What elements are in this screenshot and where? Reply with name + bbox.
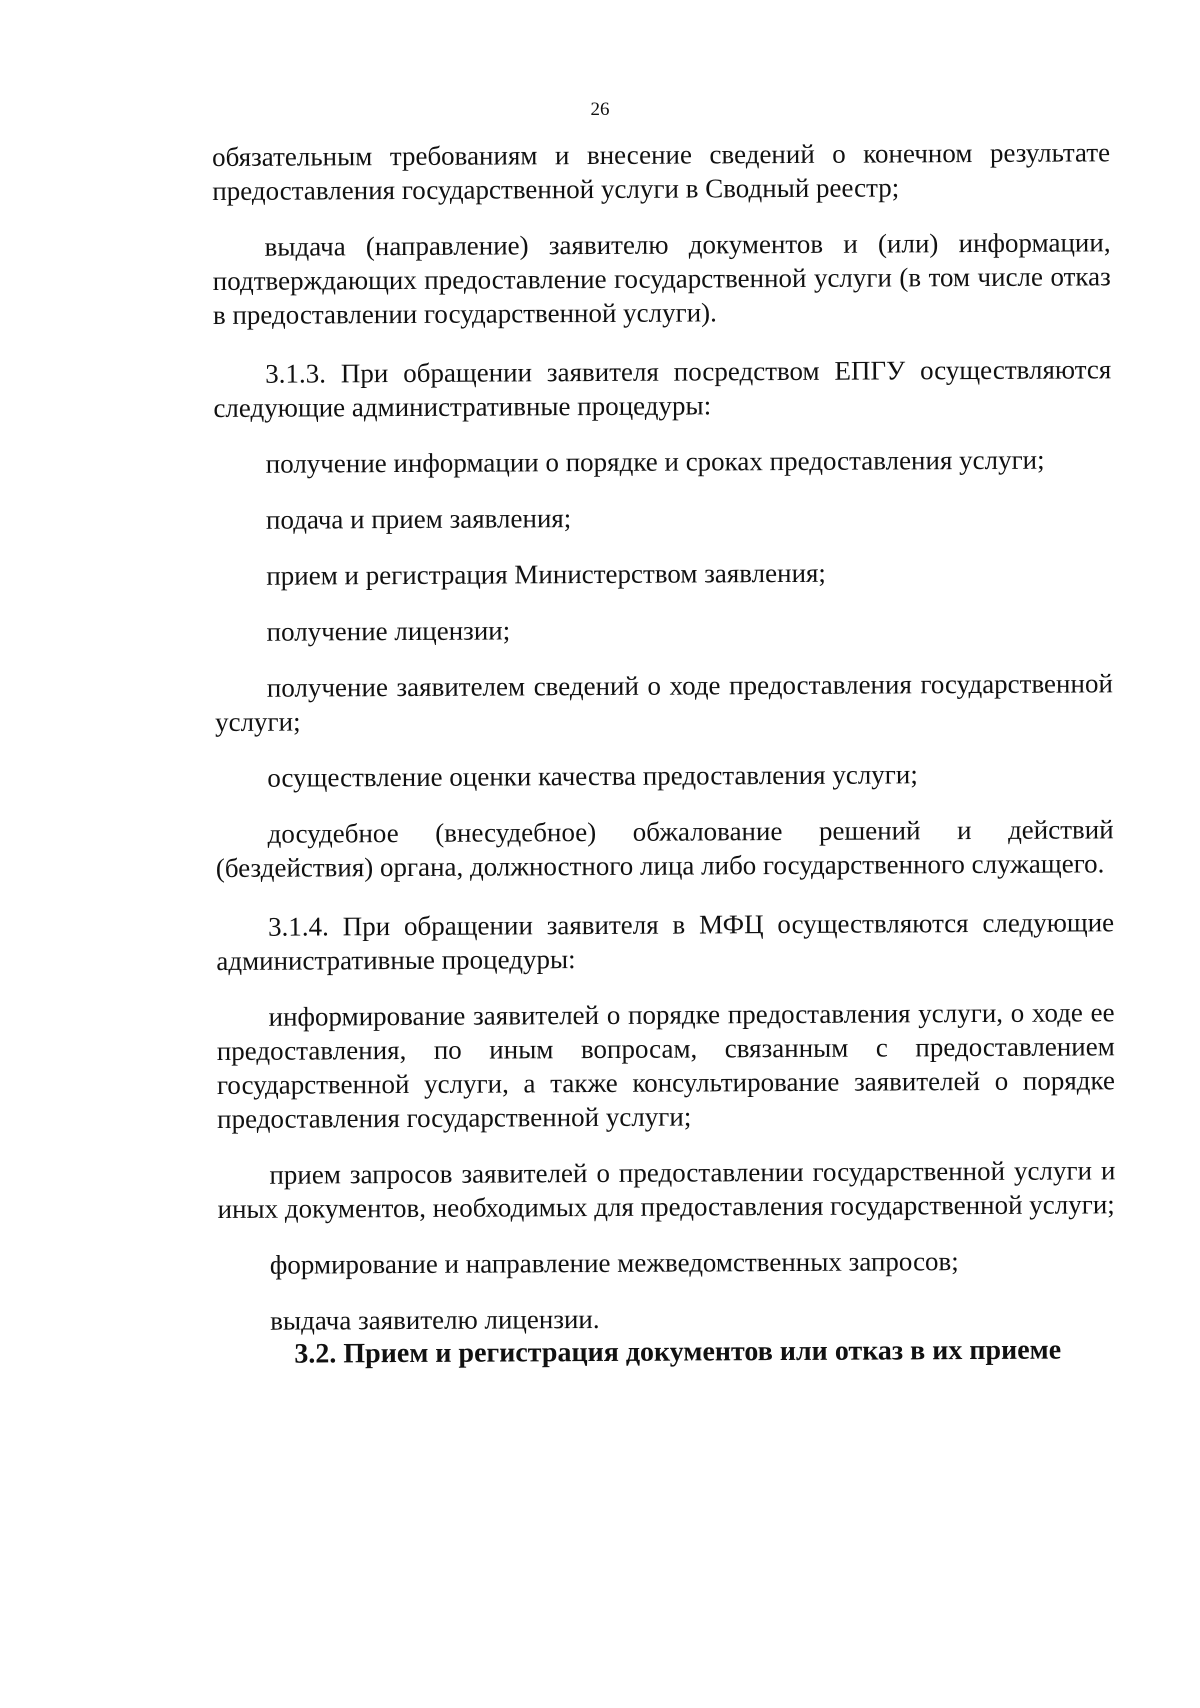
list-item-requests: прием запросов заявителей о предоставлении государственной услуги и иных документов, необходимых для предоставления государственной услуги; [217,1155,1116,1224]
list-item-info: получение информации о порядке и сроках предоставления услуги; [265,444,1045,479]
list-item-license: получение лицензии; [266,615,511,647]
list-item-registration: прием и регистрация Министерством заявления; [266,557,826,591]
list-item-interagency: формирование и направление межведомственных запросов; [269,1246,959,1280]
list-item-progress: получение заявителем сведений о ходе предоставления государственной услуги; [214,668,1113,737]
list-item-informing: информирование заявителей о порядке предоставления услуги, о ходе ее предоставления, по иным вопросам, связанным с предоставлением государственной услуги, а также консультирование заявителей о порядке предоставления государственной услуги; [216,997,1116,1134]
paragraph-3-1-3: 3.1.3. При обращении заявителя посредством ЕПГУ осуществляются следующие административные процедуры: [213,354,1112,423]
list-item-submission: подача и прием заявления; [265,503,572,535]
section-heading: 3.2. Прием и регистрация документов или отказ в их приеме [294,1334,1062,1370]
paragraph-3-1-4: 3.1.4. При обращении заявителя в МФЦ осуществляются следующие административные процедуры: [216,907,1115,976]
paragraph-continuation: обязательным требованиям и внесение сведений о конечном результате предоставления государственной услуги в Сводный реестр; [212,137,1111,206]
page-number: 26 [590,99,610,120]
list-item-appeal: досудебное (внесудебное) обжалование решений и действий (бездействия) органа, должностного лица либо государственного служащего. [215,814,1114,883]
paragraph-result-issuance: выдача (направление) заявителю документов и (или) информации, подтверждающих предоставление государственной услуги (в том числе отказ в предоставлении государственной услуги). [212,227,1111,330]
document-body [212,135,1116,1372]
list-item-quality: осуществление оценки качества предоставления услуги; [267,759,918,793]
list-item-license-issue: выдача заявителю лицензии. [270,1303,600,1336]
